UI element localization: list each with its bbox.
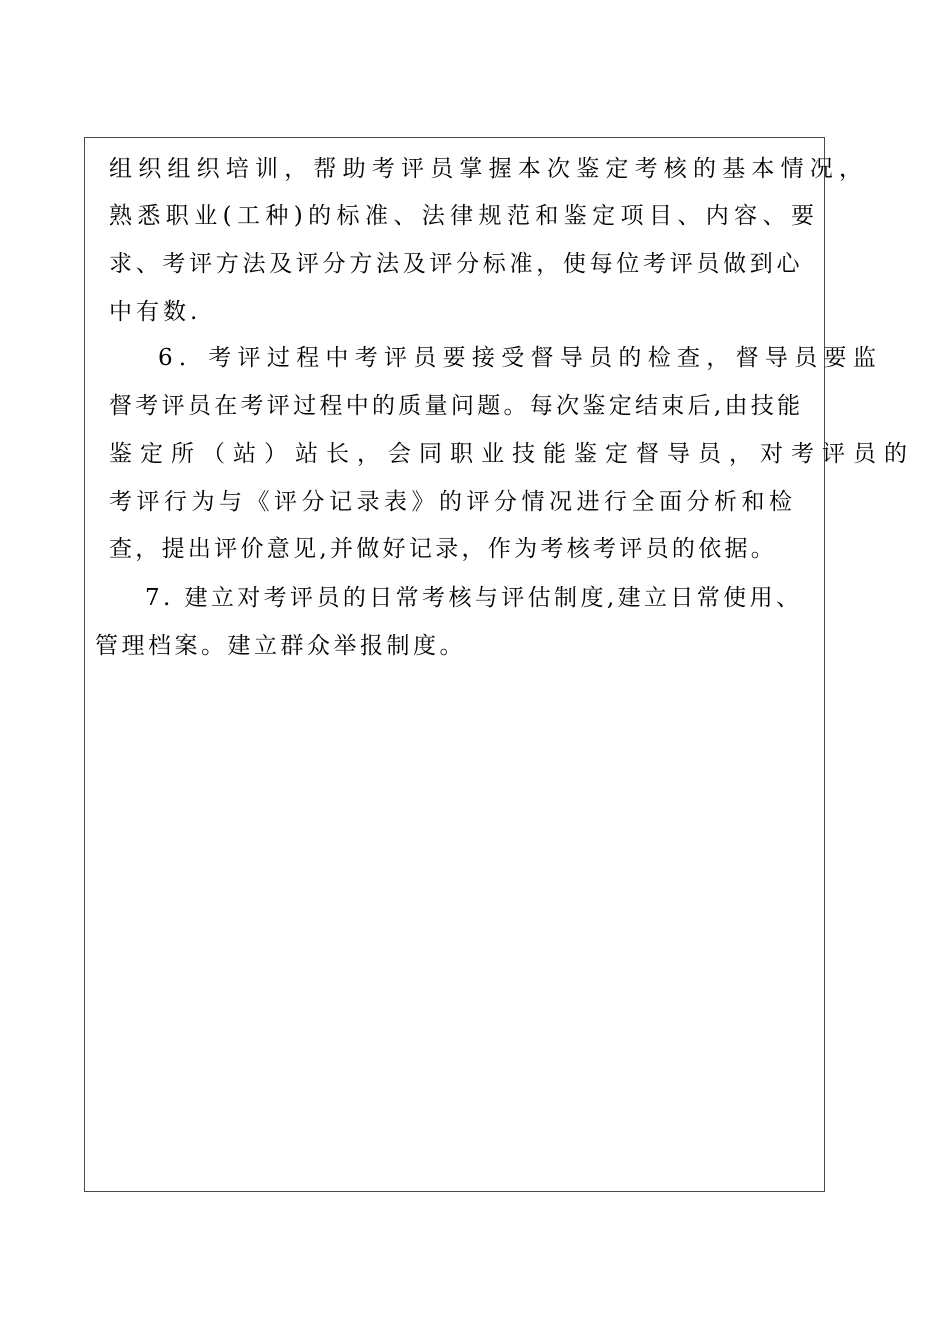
item-7-line-1: 7. 建立对考评员的日常考核与评估制度,建立日常使用、 bbox=[145, 585, 803, 611]
document-table-cell bbox=[84, 137, 825, 1192]
paragraph-line-2: 熟悉职业(工种)的标准、法律规范和鉴定项目、内容、要 bbox=[109, 203, 820, 229]
paragraph-line-4: 中有数. bbox=[109, 299, 202, 325]
item-6-line-2: 督考评员在考评过程中的质量问题。每次鉴定结束后,由技能 bbox=[109, 393, 804, 419]
paragraph-line-1: 组织组织培训，帮助考评员掌握本次鉴定考核的基本情况， bbox=[109, 156, 869, 182]
item-6-line-4: 考评行为与《评分记录表》的评分情况进行全面分析和检 bbox=[109, 489, 797, 515]
item-6-line-5: 查，提出评价意见,并做好记录，作为考核考评员的依据。 bbox=[109, 536, 778, 562]
item-6-line-1: 6．考评过程中考评员要接受督导员的检查，督导员要监 bbox=[158, 345, 883, 371]
item-7-line-2: 管理档案。建立群众举报制度。 bbox=[95, 633, 466, 659]
item-6-line-3: 鉴定所（站）站长，会同职业技能鉴定督导员，对考评员的 bbox=[109, 441, 915, 467]
paragraph-line-3: 求、考评方法及评分方法及评分标准，使每位考评员做到心 bbox=[109, 251, 804, 277]
